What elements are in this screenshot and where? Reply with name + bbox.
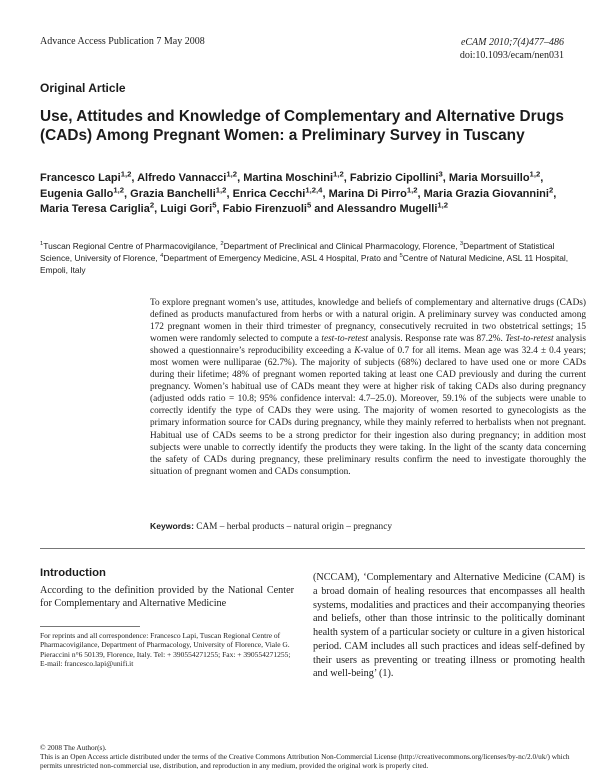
author-affiliation-number: 1,2 xyxy=(120,169,132,179)
author-affiliation-number: 2 xyxy=(149,200,155,210)
author-separator: , xyxy=(442,172,449,184)
author-separator: , xyxy=(343,172,350,184)
author-separator: , xyxy=(131,172,138,184)
abstract-term: Test-to-retest xyxy=(505,334,554,345)
affiliation-text: Department of Preclinical and Clinical Pharmacology, Florence, xyxy=(223,241,460,251)
author-name: Martina Moschini xyxy=(243,172,334,184)
author-separator: , xyxy=(540,172,544,184)
author-affiliation-number: 5 xyxy=(212,200,217,210)
abstract-text: To explore pregnant women’s use, attitudes, knowledge and beliefs of complementary and alternative drugs (CADs) defined as products manufactured from herbs or with a natural origin. A preliminary survey was conducted among 172 pregnant women in their third trimester of pregnancy, consecutively recruited in two obstetrical settings; 15 women were randomly selected to compute a xyxy=(150,298,586,345)
author-affiliation-number: 1,2 xyxy=(437,200,449,210)
abstract-term: test-to-retest xyxy=(321,334,369,345)
author-name: Maria Grazia Giovannini xyxy=(423,187,549,200)
introduction-text-right: (NCCAM), ‘Complementary and Alternative Medicine (CAM) is a broad domain of healing resources that encompasses all health systems, modalities and practices and their accompanying theories and beliefs, other than those intrinsic to the politically dominant health system of a particular society or culture in a given historical period. CAM includes all such practices and ideas self-defined by their users as preventing or treating illness or promoting health and well-being’ (1). xyxy=(313,572,585,680)
author-separator: , xyxy=(322,187,329,200)
author-name: Fabio Firenzuoli xyxy=(222,203,307,215)
author-separator: and xyxy=(311,203,337,215)
author-affiliation-number: 1,2 xyxy=(215,184,227,194)
publication-note: Advance Access Publication 7 May 2008 xyxy=(40,36,205,47)
correspondence-footnote: For reprints and all correspondence: Francesco Lapi, Tuscan Regional Centre of Pharmacovigilance, Department of Pharmacology, University of Florence, Viale G. Pieraccini n°6 50139, Florence, Italy. Tel: + 390554271255; Fax: + 390554271255; E-mail: francesco.lapi@unifi.it xyxy=(40,631,291,669)
keywords xyxy=(150,521,586,532)
affiliation-number: 2 xyxy=(220,241,224,248)
journal-reference xyxy=(460,36,564,62)
author-separator: , xyxy=(553,187,557,200)
abstract-text: -value of 0.7 for all items. Mean age was 32.4 ± 0.4 years; most women were nulliparae (62.7%). The majority of subjects (68%) declared to have used one or more CADs during their lifetime; 48% of pregnant women reported taking at least one CAD previously and during the current pregnancy. Women’s habitual use of CADs meant they were at higher risk of taking CADs also during pregnancy (adjusted odds ratio = 10.8; 95% confidence interval: 4.7–25.0). Moreover, 59.1% of the subjects were unable to correctly identify the type of CADs they were using. The majority of women resorted to gynecologists as the primary information source for CADs during pregnancy, while they mainly referred to herbalists when not pregnant. Habitual use of CADs seems to be a strong predictor for their ingestion also during pregnancy; in addition most subjects were unable to correctly identify the products they were taking. In the light of the scanty data concerning the safety of CADs during pregnancy, these preliminary results confirm the need to investigate thoroughly the situation of pregnant women and CADs consumption. xyxy=(150,346,586,477)
author-name: Maria Teresa Cariglia xyxy=(40,203,150,215)
introduction-heading: Introduction xyxy=(40,567,106,579)
section-divider xyxy=(40,548,585,549)
author-name: Alessandro Mugelli xyxy=(336,203,438,215)
author-name: Francesco Lapi xyxy=(40,172,121,184)
article-title: Use, Attitudes and Knowledge of Complementary and Alternative Drugs (CADs) Among Pregnant Women: a Preliminary Survey in Tuscany xyxy=(40,108,564,144)
author-affiliation-number: 2 xyxy=(548,184,554,194)
affiliation-number: 4 xyxy=(160,253,164,260)
journal-citation: eCAM 2010;7(4)477–486 xyxy=(460,37,564,48)
keywords-text: CAM – herbal products – natural origin – pregnancy xyxy=(193,522,392,532)
author-separator: , xyxy=(124,187,131,200)
author-separator: , xyxy=(154,203,161,215)
author-separator: , xyxy=(417,187,424,200)
affiliation-number: 1 xyxy=(40,241,44,248)
affiliations xyxy=(40,240,580,276)
affiliation-text: Department of Emergency Medicine, ASL 4 Hospital, Prato and xyxy=(163,253,400,263)
abstract xyxy=(150,297,586,478)
author-separator: , xyxy=(226,187,233,200)
author-name: Fabrizio Cipollini xyxy=(349,172,439,184)
author-name: Enrica Cecchi xyxy=(232,187,306,200)
abstract-text: analysis. Response rate was 87.2%. xyxy=(368,334,506,345)
author-name: Eugenia Gallo xyxy=(40,187,114,200)
copyright-notice xyxy=(40,743,588,771)
license-text: This is an Open Access article distributed under the terms of the Creative Commons Attribution Non-Commercial License (http://creativecommons.org/licenses/by-nc/2.0/uk/) which permits unrestricted non-commercial use, distribution, and reproduction in any medium, provided the original work is properly cited. xyxy=(40,752,570,771)
author-affiliation-number: 1,2 xyxy=(529,169,541,179)
author-affiliation-number: 1,2,4 xyxy=(305,184,323,194)
author-name: Marina Di Pirro xyxy=(328,187,407,200)
introduction-text-left: According to the definition provided by the National Center for Complementary and Alternative Medicine xyxy=(40,585,294,609)
affiliation-text: Centre of Natural Medicine, ASL 11 Hospital, Empoli, Italy xyxy=(40,253,569,275)
copyright-line: © 2008 The Author(s). xyxy=(40,743,107,752)
abstract-text: analysis showed a questionnaire’s reproducibility exceeding a xyxy=(150,334,586,357)
abstract-term: K xyxy=(354,346,361,357)
author-name: Alfredo Vannacci xyxy=(137,172,227,184)
author-name: Grazia Banchelli xyxy=(130,187,216,200)
author-name: Luigi Gori xyxy=(160,203,213,215)
affiliation-text: Department of Statistical Science, University of Florence, xyxy=(40,241,555,263)
author-affiliation-number: 1,2 xyxy=(333,169,344,179)
author-separator: , xyxy=(237,172,244,184)
affiliation-number: 5 xyxy=(399,253,403,260)
author-list xyxy=(40,171,575,218)
keywords-label: Keywords: xyxy=(150,521,194,531)
author-affiliation-number: 1,2 xyxy=(406,184,418,194)
author-name: Maria Morsuillo xyxy=(448,172,530,184)
footnote-divider xyxy=(40,626,140,627)
author-affiliation-number: 3 xyxy=(438,169,443,179)
author-affiliation-number: 5 xyxy=(306,200,312,210)
article-type: Original Article xyxy=(40,81,126,95)
author-affiliation-number: 1,2 xyxy=(113,184,125,194)
affiliation-number: 3 xyxy=(459,241,464,248)
author-affiliation-number: 1,2 xyxy=(226,169,238,179)
doi[interactable]: doi:10.1093/ecam/nen031 xyxy=(459,50,564,61)
author-separator: , xyxy=(216,203,223,215)
affiliation-text: Tuscan Regional Centre of Pharmacovigilance, xyxy=(43,241,221,251)
